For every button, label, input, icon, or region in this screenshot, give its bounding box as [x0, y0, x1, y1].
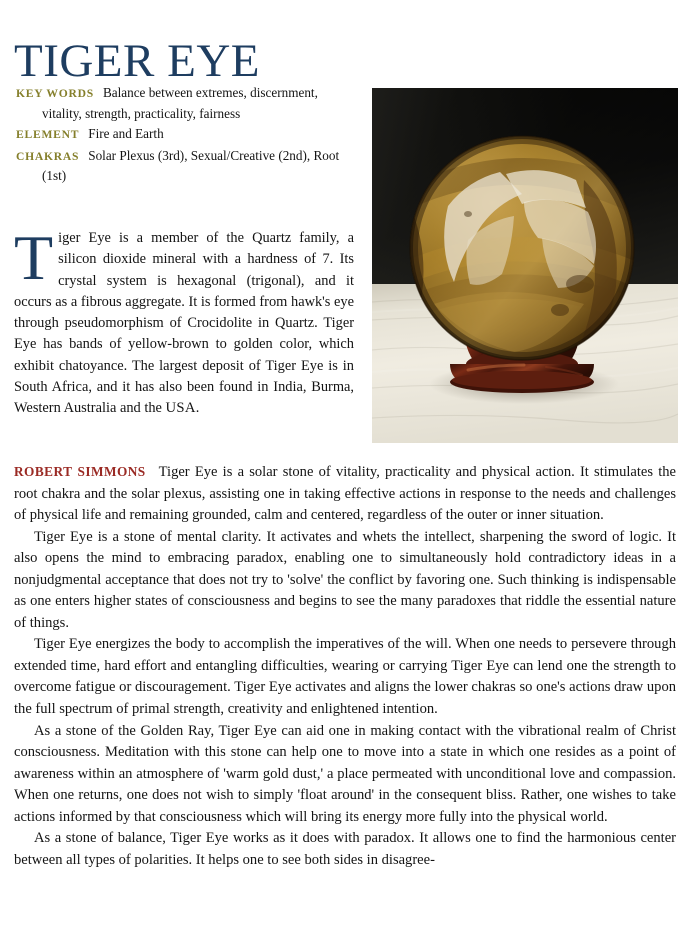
page-title: TIGER EYE: [14, 35, 260, 88]
tiger-eye-sphere-photo: [372, 88, 678, 443]
attribute-value-element: Fire and Earth: [88, 126, 164, 142]
drop-cap: T: [14, 222, 54, 293]
main-body: [14, 461, 676, 871]
attribute-label-keywords: KEY WORDS: [16, 87, 94, 100]
paragraph-4: As a stone of the Golden Ray, Tiger Eye can aid one in making contact with the vibrational realm of Christ consciousness. Meditation with this stone can help one to move into a state in which one resides as a point of awareness within an atmosphere of 'warm gold dust,' a place permeated with unconditional love and compassion. When one returns, one does not wish to simply 'float around' in the consequent bliss. Rather, one wishes to take actions informed by that consciousness which will bring its energy more fully into the physical world.: [14, 722, 676, 825]
attribute-value-keywords: Balance between extremes, discernment, vitality, strength, practicality, fairness: [42, 85, 318, 121]
attribute-row-chakras: [16, 146, 346, 186]
attribute-label-element: ELEMENT: [16, 128, 80, 142]
paragraph-1-text: Tiger Eye is a solar stone of vitality, practicality and physical action. It stimulates the root chakra and the solar plexus, assisting one in taking effective actions in response to the needs and challenges of physical life and remaining grounded, calm and centered, regardless of the outer or inner situation.: [14, 464, 676, 524]
intro-usa-smallcaps: USA: [165, 400, 196, 417]
intro-paragraph: [14, 222, 354, 420]
attribute-label-chakras: CHAKRAS: [16, 149, 80, 163]
paragraph-2: Tiger Eye is a stone of mental clarity. It activates and whets the intellect, sharpening the sword of logic. It also opens the mind to embracing paradox, enabling one to simultaneously hold contradictory ideas in a nonjudgmental acceptance that does not try to 'solve' the conflict by favoring one. Such thinking is indispensable as one enters higher states of consciousness and begins to see the many paradoxes that riddle the essential nature of things.: [14, 528, 676, 631]
paragraph-5: As a stone of balance, Tiger Eye works as it does with paradox. It allows one to find the harmonious center between all types of polarities. It helps one to see both sides in disagree-: [14, 830, 676, 868]
intro-text: iger Eye is a member of the Quartz family, a silicon dioxide mineral with a hardness of 7. Its crystal system is hexagonal (trigonal), and it occurs as a fibrous aggregate. It is formed from hawk's eye through pseudomorphism of Crocidolite in Quartz. Tiger Eye has bands of yellow-brown to golden color, which exhibit chatoyance. The largest deposit of Tiger Eye is in South Africa, and it has also been found in India, Burma, Western Australia and the: [14, 230, 354, 417]
paragraph-1: [14, 461, 676, 527]
attribute-block: [16, 83, 346, 187]
author-byline: ROBERT SIMMONS: [14, 464, 146, 479]
paragraph-3: Tiger Eye energizes the body to accomplish the imperatives of the will. When one needs to persevere through extended time, hard effort and entangling difficulties, wearing or carrying Tiger Eye can lend one the strength to overcome fatigue or discouragement. Tiger Eye activates and aligns the lower chakras so one's actions draw upon the full spectrum of primal strength, creativity and enlightened intention.: [14, 636, 676, 718]
attribute-row-element: [16, 124, 346, 145]
attribute-value-chakras: Solar Plexus (3rd), Sexual/Creative (2nd), Root (1st): [42, 147, 340, 184]
intro-text-end: .: [195, 400, 200, 417]
photo-graphic: [372, 88, 678, 443]
attribute-row-keywords: [16, 83, 346, 123]
